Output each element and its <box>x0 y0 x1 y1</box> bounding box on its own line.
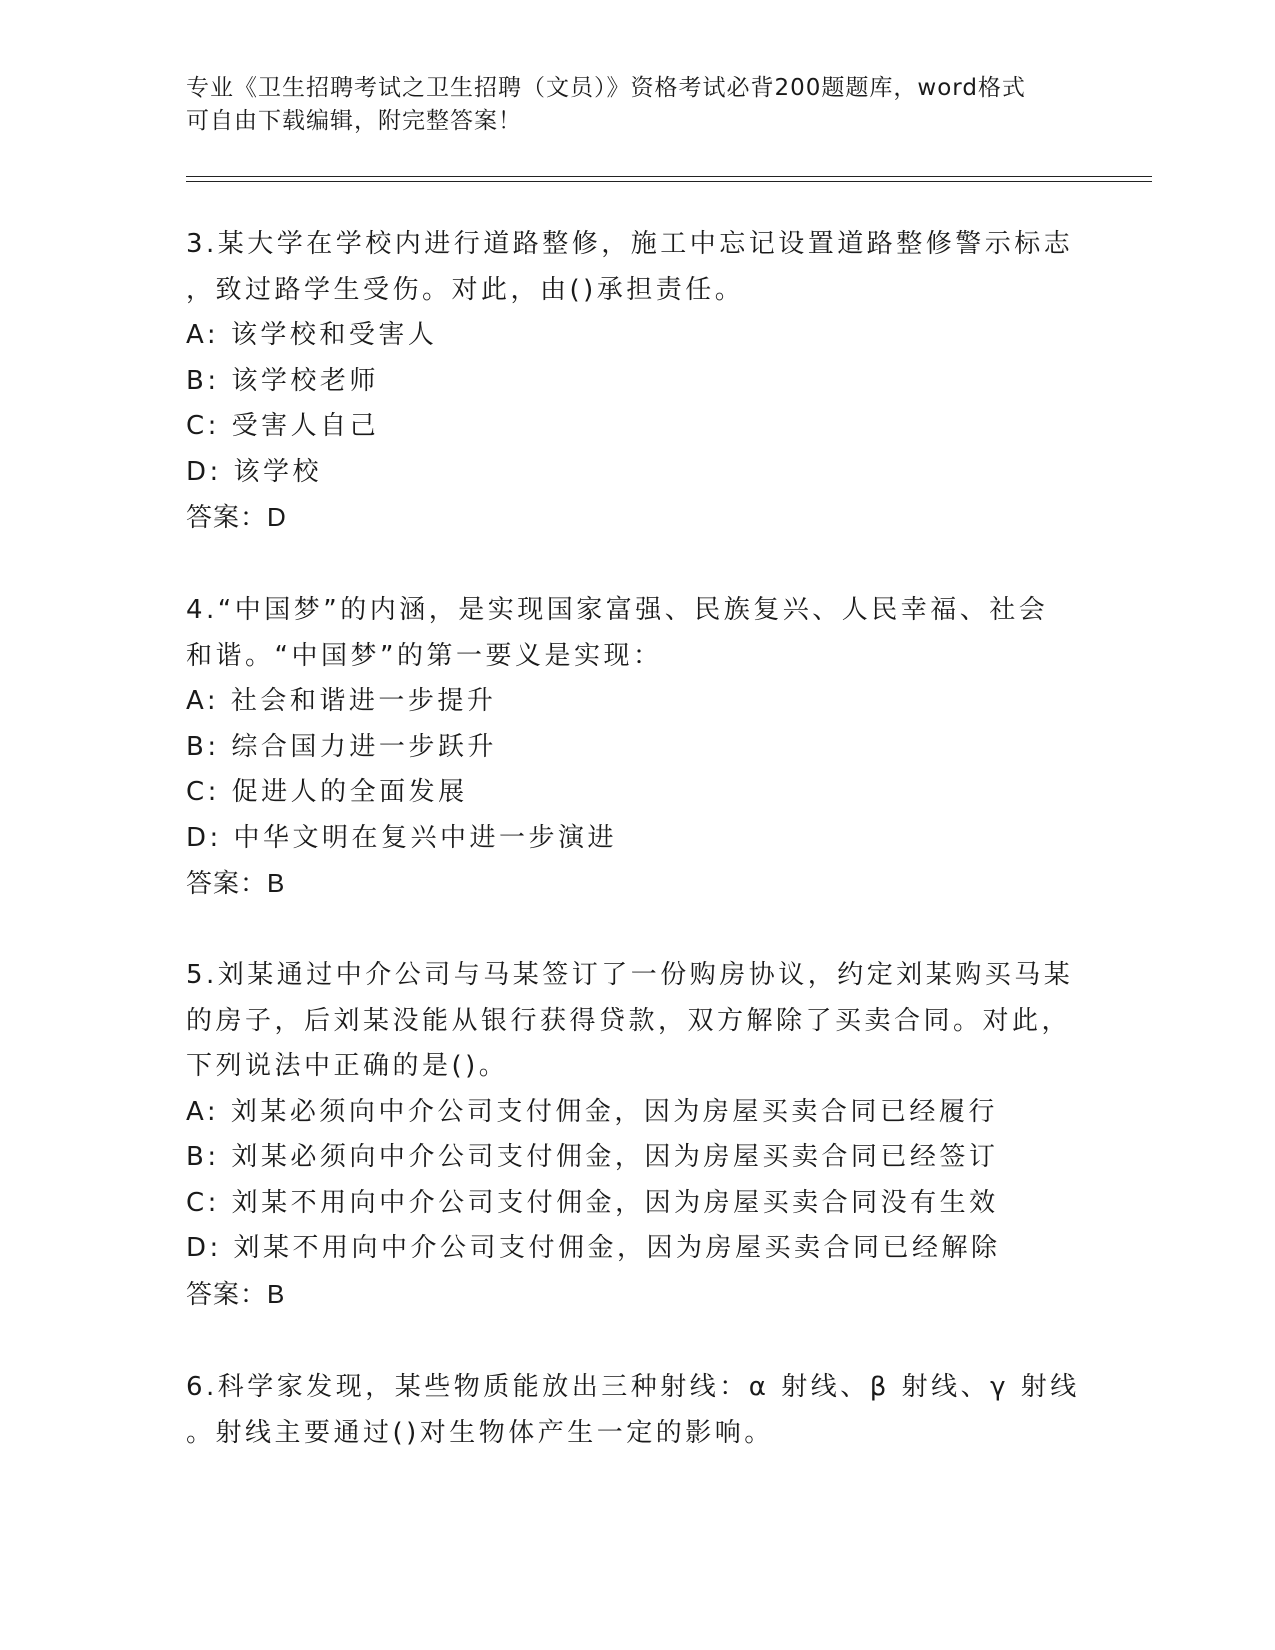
option-c: C: 刘某不用向中介公司支付佣金，因为房屋买卖合同没有生效 <box>186 1187 999 1218</box>
option-c: C: 受害人自己 <box>186 411 380 441</box>
answer-line: 答案：B <box>186 1278 286 1309</box>
question-stem-line: ，致过路学生受伤。对此，由()承担责任。 <box>186 274 745 305</box>
option-c: C: 促进人的全面发展 <box>186 777 468 807</box>
document-header <box>186 72 1066 138</box>
question-stem-line: 。射线主要通过()对生物体产生一定的影响。 <box>186 1417 774 1448</box>
question-3 <box>186 222 1086 541</box>
question-stem-line: 3.某大学在学校内进行道路整修，施工中忘记设置道路整修警示标志 <box>186 229 1074 259</box>
header-divider <box>186 176 1152 182</box>
question-stem-line: 和谐。“中国梦”的第一要义是实现： <box>186 640 663 671</box>
option-d: D: 刘某不用向中介公司支付佣金，因为房屋买卖合同已经解除 <box>186 1233 1001 1263</box>
option-b: B: 综合国力进一步跃升 <box>186 731 497 762</box>
question-6 <box>186 1365 1086 1456</box>
question-stem-line: 6.科学家发现，某些物质能放出三种射线：α 射线、β 射线、γ 射线 <box>186 1372 1080 1402</box>
question-4 <box>186 588 1086 907</box>
question-stem-line: 下列说法中正确的是()。 <box>186 1051 509 1081</box>
header-line-1: 专业《卫生招聘考试之卫生招聘（文员）》资格考试必背200题题库，word格式 <box>186 75 1026 101</box>
option-a: A: 该学校和受害人 <box>186 320 438 350</box>
question-stem-line: 的房子，后刘某没能从银行获得贷款，双方解除了买卖合同。对此， <box>186 1005 1072 1036</box>
option-d: D: 该学校 <box>186 456 323 487</box>
answer-line: 答案：B <box>186 868 286 898</box>
question-stem-line: 5.刘某通过中介公司与马某签订了一份购房协议，约定刘某购买马某 <box>186 960 1074 990</box>
option-d: D: 中华文明在复兴中进一步演进 <box>186 822 618 853</box>
question-stem-line: 4.“中国梦”的内涵，是实现国家富强、民族复兴、人民幸福、社会 <box>186 595 1049 625</box>
option-a: A: 刘某必须向中介公司支付佣金，因为房屋买卖合同已经履行 <box>186 1096 998 1127</box>
option-b: B: 刘某必须向中介公司支付佣金，因为房屋买卖合同已经签订 <box>186 1142 999 1172</box>
option-b: B: 该学校老师 <box>186 365 379 396</box>
question-5 <box>186 953 1086 1317</box>
header-line-2: 可自由下载编辑，附完整答案！ <box>186 108 522 134</box>
option-a: A: 社会和谐进一步提升 <box>186 686 497 716</box>
answer-line: 答案：D <box>186 502 287 532</box>
